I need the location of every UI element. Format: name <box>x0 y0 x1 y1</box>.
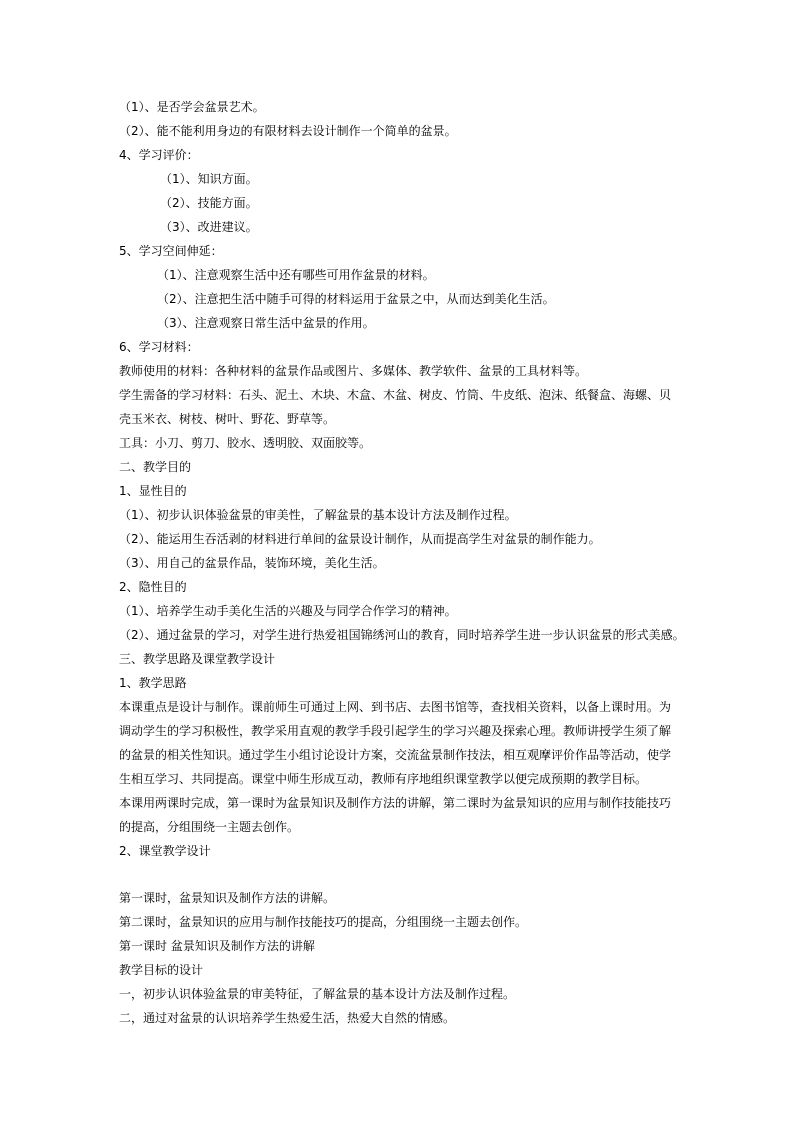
section-heading: 5、学习空间伸延： <box>119 244 223 258</box>
section-heading: 2、隐性目的 <box>119 580 187 594</box>
section-heading: 教学目标的设计 <box>119 963 204 977</box>
section-heading: 三、教学思路及课堂教学设计 <box>119 652 276 666</box>
text-line: （3）、注意观察日常生活中盆景的作用。 <box>157 316 375 330</box>
text-line: （3）、用自己的盆景作品，装饰环境，美化生活。 <box>119 556 385 570</box>
text-line: 本课用两课时完成，第一课时为盆景知识及制作方法的讲解，第二课时为盆景知识的应用与制作技能技巧 <box>119 796 672 810</box>
section-heading: 2、课堂教学设计 <box>119 844 211 858</box>
text-line: 第一课时，盆景知识及制作方法的讲解。 <box>119 891 336 905</box>
text-line: 工具：小刀、剪刀、胶水、透明胶、双面胶等。 <box>119 436 372 450</box>
text-line: （1）、初步认识体验盆景的审美性，了解盆景的基本设计方法及制作过程。 <box>119 508 517 522</box>
text-line: 一，初步认识体验盆景的审美特征，了解盆景的基本设计方法及制作过程。 <box>119 987 516 1001</box>
text-line: 本课重点是设计与制作。课前师生可通过上网、到书店、去图书馆等，查找相关资料，以备上课时用。为 <box>119 700 672 714</box>
section-heading: 二、教学目的 <box>119 460 192 474</box>
text-line: （2）、注意把生活中随手可得的材料运用于盆景之中，从而达到美化生活。 <box>157 292 555 306</box>
text-line: 调动学生的学习积极性，教学采用直观的教学手段引起学生的学习兴趣及探索心理。教师讲授学生须了解 <box>119 724 672 738</box>
section-heading: 6、学习材料： <box>119 340 199 354</box>
section-heading: 4、学习评价： <box>119 148 199 162</box>
section-heading: 1、显性目的 <box>119 484 187 498</box>
text-line: 的盆景的相关性知识。通过学生小组讨论设计方案，交流盆景制作技法，相互观摩评价作品等活动，使学 <box>119 748 672 762</box>
text-line: （1）、注意观察生活中还有哪些可用作盆景的材料。 <box>157 268 435 282</box>
text-line: 生相互学习、共同提高。课堂中师生形成互动，教师有序地组织课堂教学以便完成预期的教学目标。 <box>119 772 648 786</box>
text-line: （2）、能不能利用身边的有限材料去设计制作一个简单的盆景。 <box>119 124 457 138</box>
text-line: （2）、技能方面。 <box>160 196 258 210</box>
text-line: （1）、培养学生动手美化生活的兴趣及与同学合作学习的精神。 <box>119 604 457 618</box>
text-line: （3）、改进建议。 <box>160 220 258 234</box>
text-line: 学生需备的学习材料：石头、泥土、木块、木盒、木盆、树皮、竹筒、牛皮纸、泡沫、纸餐盒、海螺、贝 <box>119 388 672 402</box>
section-heading: 1、教学思路 <box>119 676 187 690</box>
text-line: （2）、能运用生吞活剥的材料进行单间的盆景设计制作，从而提高学生对盆景的制作能力。 <box>119 532 601 546</box>
text-line: 的提高，分组围绕一主题去创作。 <box>119 820 300 834</box>
text-line: 二，通过对盆景的认识培养学生热爱生活，热爱大自然的情感。 <box>119 1011 456 1025</box>
text-line: （1）、是否学会盆景艺术。 <box>119 100 265 114</box>
text-line: 壳玉米衣、树枝、树叶、野花、野草等。 <box>119 412 336 426</box>
text-line: （2）、通过盆景的学习，对学生进行热爱祖国锦绣河山的教育，同时培养学生进一步认识盆景的形式美感。 <box>119 628 685 642</box>
section-heading: 第一课时 盆景知识及制作方法的讲解 <box>119 939 315 953</box>
text-line: （1）、知识方面。 <box>160 172 258 186</box>
text-line: 教师使用的材料：各种材料的盆景作品或图片、多媒体、教学软件、盆景的工具材料等。 <box>119 364 588 378</box>
text-line: 第二课时，盆景知识的应用与制作技能技巧的提高，分组围绕一主题去创作。 <box>119 915 528 929</box>
